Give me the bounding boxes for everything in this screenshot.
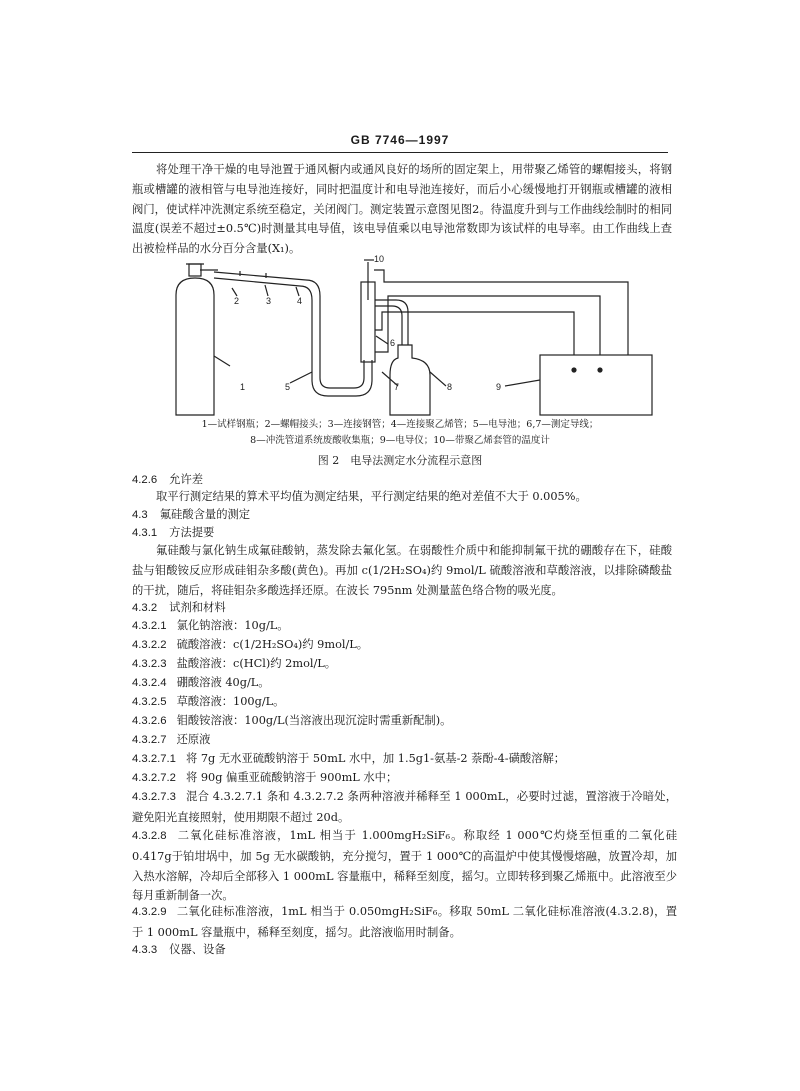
figure-labels bbox=[234, 254, 501, 392]
cylinder-valve bbox=[189, 264, 201, 276]
list-item: 4.3.2.7.3 混合 4.3.2.7.1 条和 4.3.2.7.2 条两种溶液并稀释至 1 000mL，必要时过滤，置溶液于冷暗处，避免阳光直接照射，使用期限不超过 20d。 bbox=[132, 790, 677, 824]
section-number: 4.2.6 bbox=[132, 474, 158, 486]
thermometer-lead bbox=[374, 270, 628, 355]
section-number: 4.3.2 bbox=[132, 602, 158, 614]
header-rule bbox=[132, 152, 668, 153]
figure-label-2: 2 bbox=[234, 296, 240, 306]
section-title: 允许差 bbox=[169, 473, 204, 486]
standard-header: GB 7746—1997 bbox=[350, 133, 450, 147]
sample-cylinder bbox=[176, 278, 214, 415]
list-item: 4.3.2.2 硫酸溶液：c(1/2H₂SO₄)约 9mol/L。 bbox=[132, 638, 369, 651]
figure-label-3: 3 bbox=[266, 296, 272, 306]
section-4-2-6-text: 取平行测定结果的算术平均值为测定结果，平行测定结果的绝对差值不大于 0.005%。 bbox=[156, 490, 587, 503]
measuring-lead-7 bbox=[375, 296, 600, 355]
list-item: 4.3.2.8 二氧化硅标准溶液，1mL 相当于 1.000mgH₂SiF₆。称取经 1 000℃灼烧至恒重的二氧化硅 0.417g于铂坩埚中，加 5g 无水碳酸钠，充分搅匀，置于 1 000℃的高温炉中使其慢慢熔融，放置冷却，加入热水溶解，冷却后全部移入 1 000mL 容量瓶中，稀释至刻度，摇匀。立即转移到聚乙烯瓶中。此溶液至少每月重新制备一次。 bbox=[132, 829, 677, 903]
list-item: 4.3.2.6 钼酸铵溶液：100g/L(当溶液出现沉淀时需重新配制)。 bbox=[132, 714, 452, 727]
connecting-tube bbox=[214, 272, 306, 280]
figure-label-7: 7 bbox=[394, 382, 400, 392]
figure-label-10: 10 bbox=[374, 254, 385, 264]
figure-legend-line-2: 8—冲洗管道系统废酸收集瓶；9—电导仪；10—带聚乙烯套管的温度计 bbox=[250, 435, 550, 446]
section-4-3-3-heading bbox=[132, 940, 226, 961]
conductivity-cell bbox=[361, 282, 375, 362]
list-item: 4.3.2.1 氯化钠溶液：10g/L。 bbox=[132, 619, 289, 632]
figure-label-1: 1 bbox=[240, 382, 246, 392]
figure-label-9: 9 bbox=[496, 382, 502, 392]
section-number: 4.3.3 bbox=[132, 944, 158, 956]
list-item: 4.3.2.9 二氧化硅标准溶液，1mL 相当于 0.050mgH₂SiF₆。移取 50mL 二氧化硅标准溶液(4.3.2.8)，置于 1 000mL 容量瓶中，稀释至刻度，摇匀。此溶液临用时制备。 bbox=[132, 905, 677, 939]
figure-caption: 图 2 电导法测定水分流程示意图 bbox=[317, 454, 483, 467]
figure-label-6: 6 bbox=[390, 338, 396, 348]
section-number: 4.3 bbox=[132, 509, 148, 521]
figure-label-5: 5 bbox=[285, 382, 291, 392]
polyethylene-tube bbox=[300, 286, 372, 396]
list-item: 4.3.2.4 硼酸溶液 40g/L。 bbox=[132, 676, 270, 689]
intro-paragraph: 将处理干净干燥的电导池置于通风橱内或通风良好的场所的固定架上，用带聚乙烯管的螺帽接头，将钢瓶或槽罐的液相管与电导池连接好，同时把温度计和电导池连接好，而后小心缓慢地打开钢瓶或槽罐的液相阀门，使试样冲洗测定系统至稳定，关闭阀门。测定装置示意图见图2。待温度升到与工作曲线绘制时的相同温度(误差不超过±0.5℃)时测量其电导值，该电导值乘以电导池常数即为该试样的电导率。由工作曲线上查出被检样品的水分百分含量(X₁)。 bbox=[132, 163, 672, 256]
section-title: 方法提要 bbox=[169, 526, 215, 539]
list-item: 4.3.2.7.2 将 90g 偏重亚硫酸钠溶于 900mL 水中； bbox=[132, 771, 398, 784]
section-title: 仪器、设备 bbox=[169, 943, 226, 956]
figure-label-8: 8 bbox=[447, 382, 453, 392]
list-item: 4.3.2.3 盐酸溶液：c(HCl)约 2mol/L。 bbox=[132, 657, 337, 670]
section-4-3-1-text: 氟硅酸与氯化钠生成氟硅酸钠，蒸发除去氟化氢。在弱酸性介质中和能抑制氟干扰的硼酸存在下，硅酸盐与钼酸铵反应形成硅钼杂多酸(黄色)。再加 c(1/2H₂SO₄)约 9mol/L 硫酸溶液和草酸溶液，以排除磷酸盐的干扰，随后，将硅钼杂多酸选择还原。在波长 795nm 处测量蓝色络合物的吸光度。 bbox=[132, 544, 672, 597]
list-item: 4.3.2.7.1 将 7g 无水亚硫酸钠溶于 50mL 水中，加 1.5g1-氨基-2 萘酚-4-磺酸溶解； bbox=[132, 752, 566, 765]
section-number: 4.3.1 bbox=[132, 527, 158, 539]
measuring-lead-6 bbox=[375, 312, 574, 355]
figure-legend-line-1: 1—试样钢瓶；2—螺帽接头；3—连接钢管；4—连接聚乙烯管；5—电导池；6,7—测定导线； bbox=[201, 419, 599, 430]
list-item: 4.3.2.7 还原液 bbox=[132, 733, 211, 746]
section-title: 试剂和材料 bbox=[169, 601, 226, 614]
figure-label-4: 4 bbox=[297, 296, 303, 306]
section-title: 氟硅酸含量的测定 bbox=[159, 508, 251, 521]
waste-bottle bbox=[390, 345, 430, 415]
conductivity-meter bbox=[540, 355, 652, 415]
list-item: 4.3.2.5 草酸溶液：100g/L。 bbox=[132, 695, 285, 708]
